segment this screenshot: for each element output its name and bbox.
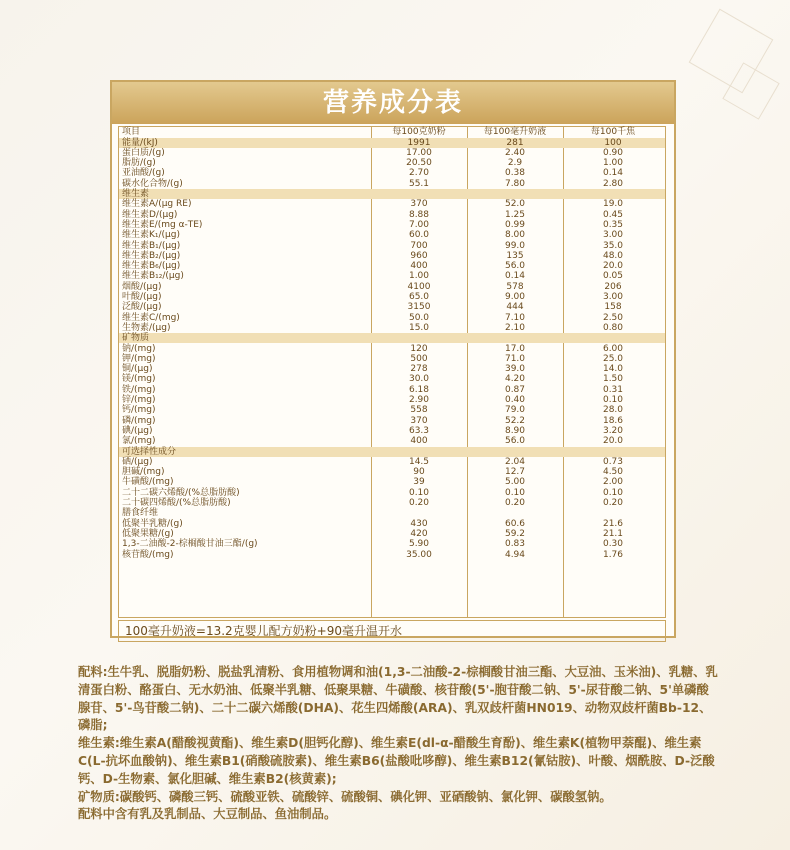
nutrient-value: 21.1 bbox=[602, 528, 624, 539]
table-row bbox=[119, 220, 665, 230]
ingredients-line: 配料:生牛乳、脱脂奶粉、脱盐乳清粉、食用植物调和油(1,3-二油酸-2-棕榈酸甘油三酯、大豆油、玉米油)、乳糖、乳清蛋白粉、酪蛋白、无水奶油、低聚半乳糖、低聚果糖、牛磺酸、核苷酸(5'-胞苷酸二钠、5'-尿苷酸二钠、5'单磷酸腺苷、5'-鸟苷酸二钠)、二十二碳六烯酸(DHA)、花生四烯酸(ARA)、乳双歧杆菌HN019、动物双歧杆菌Bb-12、磷脂; bbox=[78, 665, 718, 733]
table-row bbox=[119, 457, 665, 467]
nutrition-panel bbox=[110, 80, 676, 638]
nutrient-name: 低聚半乳糖/(g) bbox=[122, 518, 183, 529]
panel-title: 营养成分表 bbox=[112, 82, 674, 124]
nutrient-value: 0.30 bbox=[602, 539, 624, 550]
table-row bbox=[119, 467, 665, 477]
ingredients-block bbox=[78, 664, 718, 824]
nutrient-name: 核苷酸/(mg) bbox=[122, 549, 174, 560]
nutrient-value: 0.35 bbox=[602, 219, 624, 230]
nutrient-value: 420 bbox=[410, 528, 428, 539]
nutrient-value: 400 bbox=[410, 261, 428, 272]
nutrient-value: 0.10 bbox=[408, 487, 430, 498]
table-row bbox=[119, 271, 665, 281]
table-row bbox=[119, 302, 665, 312]
table-row bbox=[119, 488, 665, 498]
nutrient-value: 558 bbox=[410, 405, 428, 416]
nutrient-value: 39.0 bbox=[504, 364, 526, 375]
nutrient-value: 71.0 bbox=[504, 353, 526, 364]
nutrient-name: 维生素C/(mg) bbox=[122, 312, 180, 323]
nutrient-value: 56.0 bbox=[504, 436, 526, 447]
nutrient-value: 700 bbox=[410, 240, 428, 251]
nutrient-value: 14.0 bbox=[602, 364, 624, 375]
nutrient-name: 钾/(mg) bbox=[122, 353, 156, 364]
nutrient-value: 4.94 bbox=[504, 549, 526, 560]
nutrient-value: 7.00 bbox=[408, 219, 430, 230]
nutrient-value: 135 bbox=[506, 250, 524, 261]
nutrient-value: 5.90 bbox=[408, 539, 430, 550]
nutrient-value: 2.40 bbox=[504, 147, 526, 158]
nutrient-value: 578 bbox=[506, 281, 524, 292]
nutrient-name: 维生素 bbox=[122, 189, 150, 199]
nutrient-value: 1.00 bbox=[408, 271, 430, 282]
header-item: 项目 bbox=[122, 127, 141, 137]
table-row bbox=[119, 241, 665, 251]
table-row bbox=[119, 519, 665, 529]
table-row bbox=[119, 261, 665, 271]
nutrient-value: 1.76 bbox=[602, 549, 624, 560]
nutrient-value: 17.0 bbox=[504, 343, 526, 354]
nutrient-name: 脂肪/(g) bbox=[122, 158, 156, 169]
nutrient-value: 500 bbox=[410, 353, 428, 364]
nutrient-value: 1.25 bbox=[504, 209, 526, 220]
nutrient-value: 56.0 bbox=[504, 261, 526, 272]
allergen-line: 配料中含有乳及乳制品、大豆制品、鱼油制品。 bbox=[78, 807, 337, 822]
table-row bbox=[119, 138, 665, 148]
nutrient-value: 6.00 bbox=[602, 343, 624, 354]
nutrient-value: 0.14 bbox=[504, 271, 526, 282]
nutrient-name: 镁/(mg) bbox=[122, 374, 156, 385]
nutrient-value: 19.0 bbox=[602, 199, 624, 210]
table-row bbox=[119, 230, 665, 240]
nutrient-value: 25.0 bbox=[602, 353, 624, 364]
nutrient-value: 48.0 bbox=[602, 250, 624, 261]
table-row bbox=[119, 374, 665, 384]
nutrient-value: 30.0 bbox=[408, 374, 430, 385]
nutrient-value: 281 bbox=[506, 137, 524, 148]
nutrient-name: 亚油酸/(g) bbox=[122, 168, 165, 179]
nutrient-value: 21.6 bbox=[602, 518, 624, 529]
nutrient-value: 90 bbox=[413, 467, 425, 478]
nutrient-name: 钙/(mg) bbox=[122, 405, 156, 416]
nutrient-value: 0.10 bbox=[504, 487, 526, 498]
nutrient-value: 0.38 bbox=[504, 168, 526, 179]
nutrient-name: 矿物质 bbox=[122, 333, 150, 344]
table-row bbox=[119, 529, 665, 539]
nutrient-value: 0.10 bbox=[602, 395, 624, 405]
nutrient-value: 120 bbox=[410, 343, 428, 354]
table-row bbox=[119, 416, 665, 426]
table-row bbox=[119, 251, 665, 261]
nutrient-value: 370 bbox=[410, 199, 428, 210]
preparation-note: 100毫升奶液=13.2克婴儿配方奶粉+90毫升温开水 bbox=[118, 620, 666, 642]
table-row bbox=[119, 210, 665, 220]
nutrient-value: 0.99 bbox=[504, 219, 526, 230]
table-row bbox=[119, 550, 665, 560]
nutrient-name: 叶酸/(μg) bbox=[122, 292, 162, 302]
table-row bbox=[119, 282, 665, 292]
nutrient-value: 278 bbox=[410, 364, 428, 375]
nutrient-value: 50.0 bbox=[408, 312, 430, 323]
nutrient-name: 铜/(μg) bbox=[122, 364, 153, 375]
nutrient-value: 6.18 bbox=[408, 384, 430, 395]
header-per-100g: 每100克奶粉 bbox=[392, 127, 446, 137]
nutrient-value: 35.0 bbox=[602, 240, 624, 251]
nutrient-name: 锌/(mg) bbox=[122, 395, 156, 405]
nutrient-value: 39 bbox=[413, 477, 425, 488]
nutrient-name: 烟酸/(μg) bbox=[122, 281, 162, 292]
table-row bbox=[119, 364, 665, 374]
nutrient-value: 1991 bbox=[407, 137, 431, 148]
section-row bbox=[119, 333, 665, 343]
nutrient-value: 0.90 bbox=[602, 147, 624, 158]
header-per-100kj: 每100千焦 bbox=[590, 127, 636, 137]
nutrient-name: 硒/(μg) bbox=[122, 456, 153, 467]
table-row bbox=[119, 148, 665, 158]
table-header bbox=[119, 127, 665, 137]
nutrient-value: 2.04 bbox=[504, 456, 526, 467]
nutrient-name: 钠/(mg) bbox=[122, 343, 156, 354]
table-row bbox=[119, 385, 665, 395]
nutrient-value: 60.6 bbox=[504, 518, 526, 529]
nutrient-value: 52.0 bbox=[504, 199, 526, 210]
nutrient-value: 0.14 bbox=[602, 168, 624, 179]
nutrient-name: 二十二碳六烯酸/(%总脂肪酸) bbox=[122, 487, 240, 498]
nutrient-name: 生物素/(μg) bbox=[122, 322, 171, 333]
nutrient-value: 63.3 bbox=[408, 425, 430, 436]
nutrient-value: 59.2 bbox=[504, 528, 526, 539]
nutrient-value: 0.73 bbox=[602, 456, 624, 467]
nutrient-value: 0.45 bbox=[602, 209, 624, 220]
table-row bbox=[119, 354, 665, 364]
table-row bbox=[119, 313, 665, 323]
nutrient-value: 20.0 bbox=[602, 436, 624, 447]
nutrient-value: 20.0 bbox=[602, 261, 624, 272]
nutrient-value: 3.00 bbox=[602, 292, 624, 302]
table-row bbox=[119, 179, 665, 189]
nutrient-value: 2.00 bbox=[602, 477, 624, 488]
nutrient-name: 维生素B₆/(μg) bbox=[122, 261, 181, 272]
nutrient-value: 1.50 bbox=[602, 374, 624, 385]
nutrient-value: 79.0 bbox=[504, 405, 526, 416]
nutrient-value: 206 bbox=[604, 281, 622, 292]
nutrient-value: 3150 bbox=[407, 302, 431, 313]
nutrient-value: 17.00 bbox=[406, 147, 432, 158]
nutrient-value: 1.00 bbox=[602, 158, 624, 169]
table-row bbox=[119, 323, 665, 333]
nutrient-value: 4100 bbox=[407, 281, 431, 292]
nutrient-value: 65.0 bbox=[408, 292, 430, 302]
nutrient-value: 960 bbox=[410, 250, 428, 261]
nutrient-name: 维生素E/(mg α-TE) bbox=[122, 219, 203, 230]
nutrient-value: 52.2 bbox=[504, 415, 526, 426]
nutrient-value: 99.0 bbox=[504, 240, 526, 251]
nutrient-value: 100 bbox=[604, 137, 622, 148]
nutrient-value: 444 bbox=[506, 302, 524, 313]
nutrient-value: 4.50 bbox=[602, 467, 624, 478]
table-row bbox=[119, 498, 665, 508]
nutrient-name: 氯/(mg) bbox=[122, 436, 156, 447]
nutrient-value: 0.20 bbox=[602, 498, 624, 508]
nutrient-value: 0.31 bbox=[602, 384, 624, 395]
table-row bbox=[119, 477, 665, 487]
section-row bbox=[119, 189, 665, 199]
nutrient-value: 0.20 bbox=[408, 498, 430, 508]
nutrient-name: 维生素D/(μg) bbox=[122, 209, 178, 220]
nutrient-name: 1,3-二油酸-2-棕榈酸甘油三酯/(g) bbox=[122, 539, 258, 550]
vitamins-line: 维生素:维生素A(醋酸视黄酯)、维生素D(胆钙化醇)、维生素E(dl-α-醋酸生育酚)、维生素K(植物甲萘醌)、维生素C(L-抗坏血酸钠)、维生素B1(硝酸硫胺素)、维生素B6(盐酸吡哆醇)、维生素B12(氰钴胺)、叶酸、烟酰胺、D-泛酸钙、D-生物素、氯化胆碱、维生素B2(核黄素); bbox=[78, 736, 715, 786]
table-row bbox=[119, 199, 665, 209]
nutrient-value: 0.83 bbox=[504, 539, 526, 550]
nutrient-name: 铁/(mg) bbox=[122, 384, 156, 395]
nutrient-name: 碘/(μg) bbox=[122, 425, 153, 436]
nutrient-name: 胆碱/(mg) bbox=[122, 467, 165, 478]
nutrient-value: 14.5 bbox=[408, 456, 430, 467]
nutrient-value: 3.00 bbox=[602, 230, 624, 241]
table-row bbox=[119, 539, 665, 549]
nutrient-value: 400 bbox=[410, 436, 428, 447]
nutrient-value: 55.1 bbox=[408, 178, 430, 189]
nutrient-value: 7.10 bbox=[504, 312, 526, 323]
nutrient-name: 膳食纤维 bbox=[122, 508, 159, 519]
nutrient-value: 0.40 bbox=[504, 395, 526, 405]
nutrient-value: 3.20 bbox=[602, 425, 624, 436]
nutrient-value: 35.00 bbox=[406, 549, 432, 560]
table-row bbox=[119, 344, 665, 354]
nutrient-name: 蛋白质/(g) bbox=[122, 147, 165, 158]
nutrient-value: 0.80 bbox=[602, 322, 624, 333]
table-row bbox=[119, 292, 665, 302]
nutrient-value: 7.80 bbox=[504, 178, 526, 189]
nutrient-name: 可选择性成分 bbox=[122, 446, 177, 457]
nutrient-value: 0.20 bbox=[504, 498, 526, 508]
nutrient-value: 2.80 bbox=[602, 178, 624, 189]
table-row bbox=[119, 405, 665, 415]
nutrient-name: 泛酸/(μg) bbox=[122, 302, 162, 313]
section-row bbox=[119, 447, 665, 457]
minerals-line: 矿物质:碳酸钙、磷酸三钙、硫酸亚铁、硫酸锌、硫酸铜、碘化钾、亚硒酸钠、氯化钾、碳酸氢钠。 bbox=[78, 789, 612, 804]
nutrient-value: 0.05 bbox=[602, 271, 624, 282]
nutrient-name: 牛磺酸/(mg) bbox=[122, 477, 174, 488]
nutrient-name: 低聚果糖/(g) bbox=[122, 528, 174, 539]
nutrient-name: 维生素A/(μg RE) bbox=[122, 199, 192, 210]
table-row bbox=[119, 158, 665, 168]
nutrient-value: 60.0 bbox=[408, 230, 430, 241]
nutrient-value: 20.50 bbox=[406, 158, 432, 169]
nutrient-value: 4.20 bbox=[504, 374, 526, 385]
nutrient-value: 9.00 bbox=[504, 292, 526, 302]
header-per-100ml: 每100毫升奶液 bbox=[483, 127, 547, 137]
nutrient-value: 8.90 bbox=[504, 425, 526, 436]
nutrient-name: 二十碳四烯酸/(%总脂肪酸) bbox=[122, 498, 231, 508]
nutrient-name: 维生素B₁/(μg) bbox=[122, 240, 181, 251]
nutrient-name: 能量/(kJ) bbox=[122, 137, 158, 148]
nutrient-value: 12.7 bbox=[504, 467, 526, 478]
nutrient-value: 2.90 bbox=[408, 395, 430, 405]
nutrient-name: 维生素B₁₂/(μg) bbox=[122, 271, 184, 282]
table-row bbox=[119, 426, 665, 436]
nutrient-value: 430 bbox=[410, 518, 428, 529]
nutrient-value: 8.88 bbox=[408, 209, 430, 220]
nutrient-name: 维生素B₂/(μg) bbox=[122, 250, 181, 261]
nutrient-value: 5.00 bbox=[504, 477, 526, 488]
nutrient-value: 8.00 bbox=[504, 230, 526, 241]
nutrient-value: 28.0 bbox=[602, 405, 624, 416]
nutrient-name: 维生素K₁/(μg) bbox=[122, 230, 181, 241]
nutrient-value: 18.6 bbox=[602, 415, 624, 426]
nutrient-value: 158 bbox=[604, 302, 622, 313]
nutrient-value: 370 bbox=[410, 415, 428, 426]
nutrient-value: 0.10 bbox=[602, 487, 624, 498]
nutrient-value: 15.0 bbox=[408, 322, 430, 333]
table-row bbox=[119, 436, 665, 446]
table-row bbox=[119, 168, 665, 178]
nutrient-value: 2.9 bbox=[507, 158, 523, 169]
nutrient-value: 0.87 bbox=[504, 384, 526, 395]
nutrition-table bbox=[118, 126, 666, 618]
nutrient-value: 2.10 bbox=[504, 322, 526, 333]
nutrient-name: 磷/(mg) bbox=[122, 415, 156, 426]
nutrient-value: 2.50 bbox=[602, 312, 624, 323]
table-row bbox=[119, 508, 665, 518]
table-row bbox=[119, 395, 665, 405]
nutrient-value: 2.70 bbox=[408, 168, 430, 179]
nutrient-name: 碳水化合物/(g) bbox=[122, 178, 183, 189]
